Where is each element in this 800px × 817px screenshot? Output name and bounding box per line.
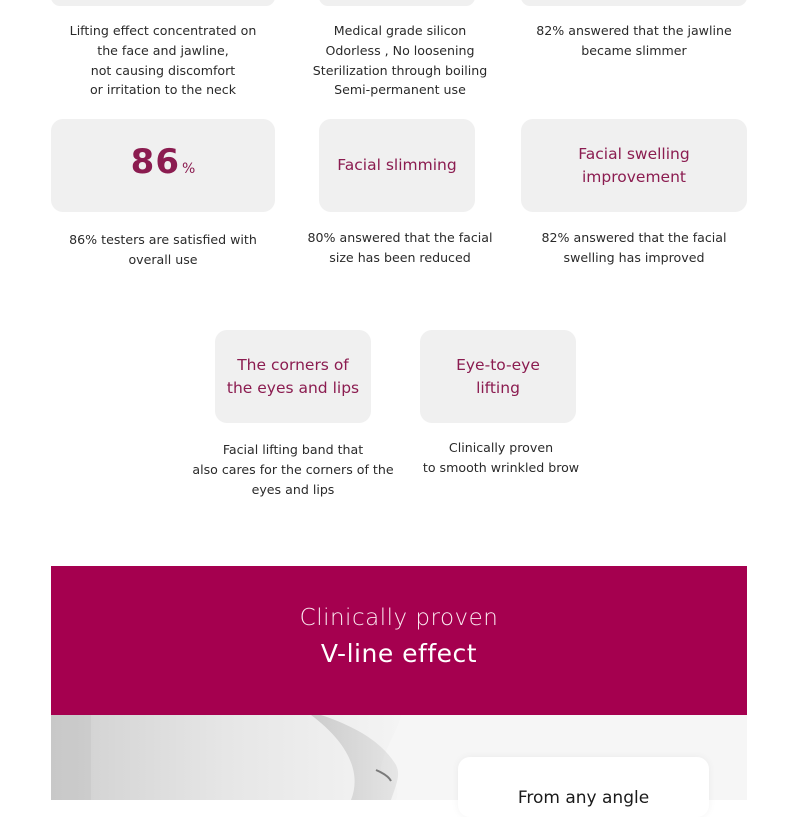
feature-desc-facial-swelling: 82% answered that the facial swelling has improved xyxy=(541,230,727,265)
feature-desc-jawline-slimmer: 82% answered that the jawline became slimmer xyxy=(536,23,732,58)
feature-card-title: The corners of xyxy=(237,355,349,374)
feature-card-title: improvement xyxy=(581,167,686,186)
feature-desc-jawline-focus: Lifting effect concentrated on the face and jawline, not causing discomfort or irritation to the neck xyxy=(69,23,257,98)
feature-card-facial-swelling xyxy=(521,119,747,212)
angle-info-card xyxy=(458,757,709,817)
feature-card-title: Facial swelling xyxy=(578,144,690,163)
feature-card-top-1 xyxy=(51,0,275,6)
feature-card-title: Eye-to-eye xyxy=(456,355,540,374)
stat-unit: % xyxy=(182,160,196,177)
feature-desc-satisfaction: 86% testers are satisfied with overall use xyxy=(69,232,257,267)
feature-card-title: the eyes and lips xyxy=(226,378,360,397)
vline-banner xyxy=(51,566,747,715)
feature-card-eyes-lips xyxy=(215,330,371,423)
stat-card-satisfaction xyxy=(51,119,275,212)
feature-desc-facial-slimming: 80% answered that the facial size has been reduced xyxy=(307,230,493,265)
feature-card-title: Facial slimming xyxy=(337,156,457,174)
feature-card-title: lifting xyxy=(476,378,520,397)
feature-desc-eyes-lips: Facial lifting band that also cares for the corners of the eyes and lips xyxy=(192,442,394,497)
feature-desc-medical-silicon: Medical grade silicon Odorless , No loosening Sterilization through boiling Semi-permanent use xyxy=(312,23,488,98)
feature-card-eye-lifting xyxy=(420,330,576,423)
banner-subtitle: Clinically proven xyxy=(299,605,499,631)
banner-title: V-line effect xyxy=(320,639,478,668)
stat-value-group xyxy=(130,141,196,182)
feature-card-top-3 xyxy=(521,0,747,6)
feature-card-facial-slimming xyxy=(319,119,475,212)
feature-card-top-2 xyxy=(319,0,475,6)
stat-value: 86 xyxy=(130,141,180,182)
feature-desc-eye-lifting: Clinically proven to smooth wrinkled brow xyxy=(422,440,580,475)
angle-info-text: From any angle xyxy=(517,788,650,808)
